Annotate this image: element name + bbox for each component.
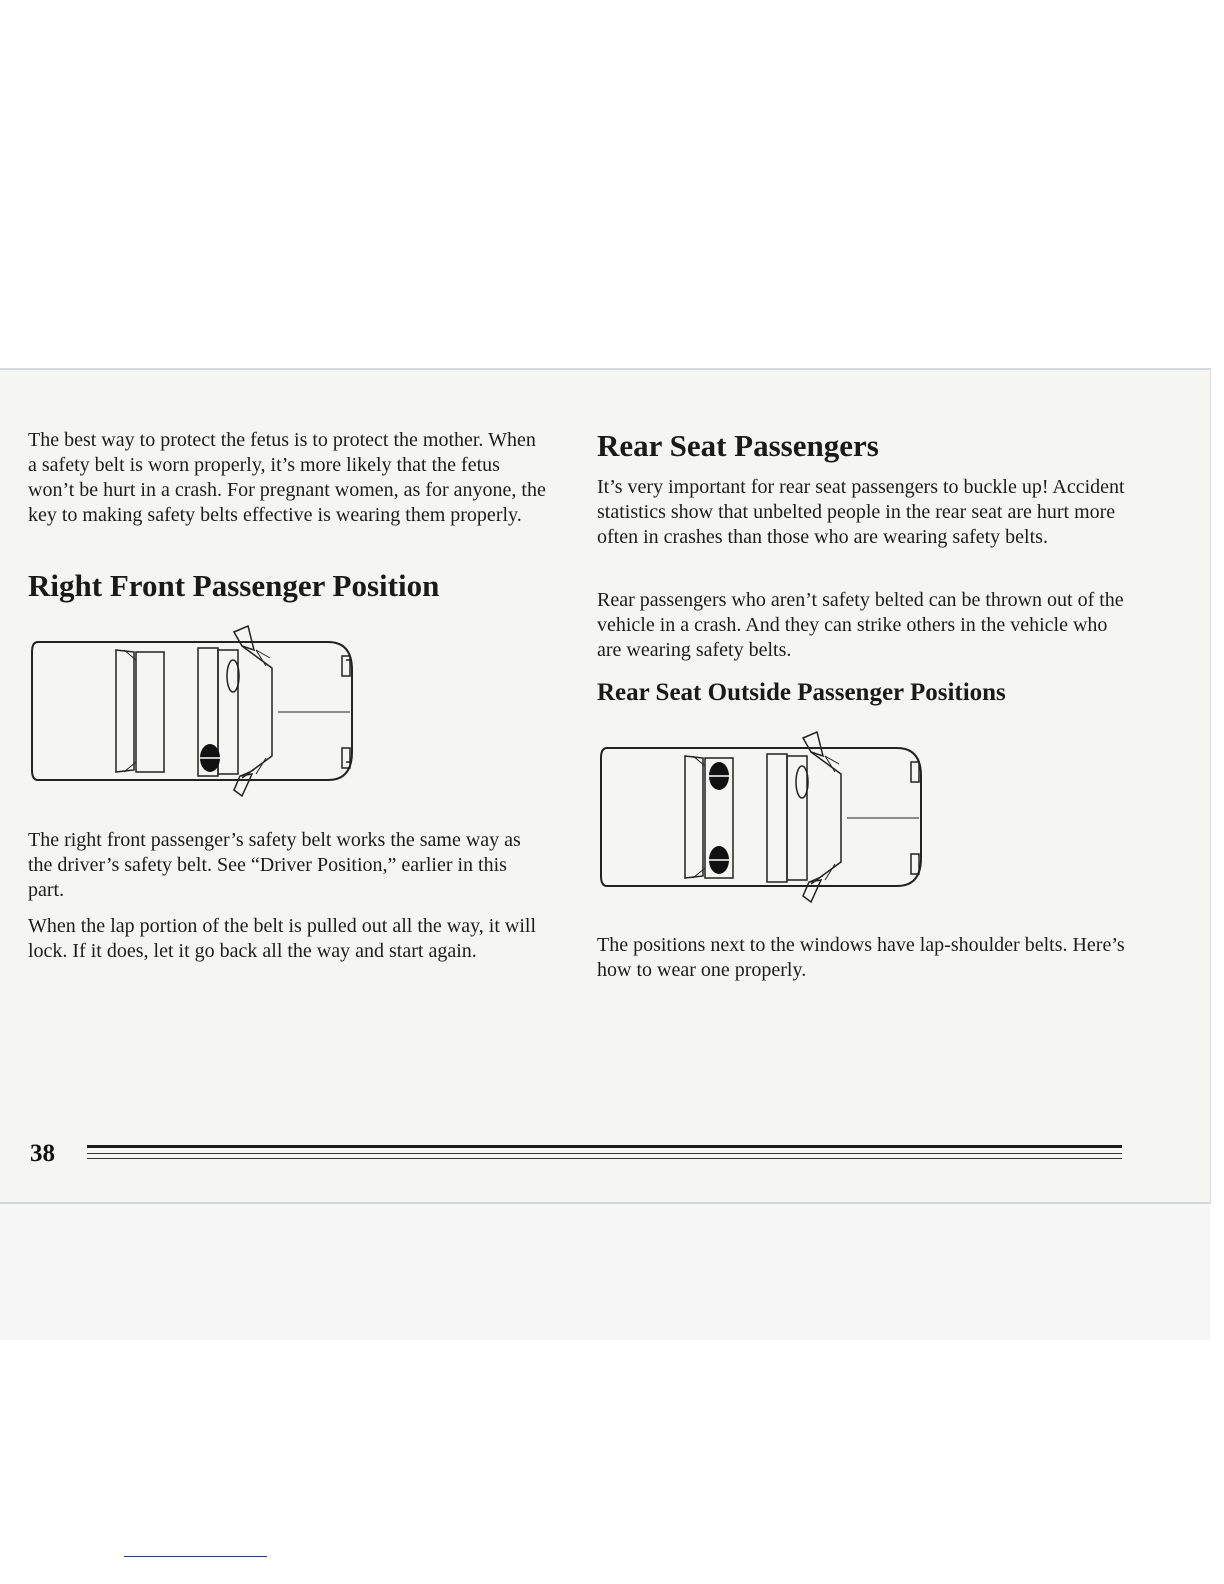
footer-rule-thin-2 [87,1158,1122,1159]
manual-page [0,368,1211,1204]
heading-right-front-passenger: Right Front Passenger Position [28,568,440,603]
lower-band [0,1204,1210,1340]
paragraph-lap-portion-lock: When the lap portion of the belt is pulled out all the way, it will lock. If it does, let it go back all the way and start again. [28,915,537,962]
paragraph-rear-buckle-up: It’s very important for rear seat passengers to buckle up! Accident statistics show that unbelted people in the rear seat are hurt more often in crashes than those who are wearing safety belts. [597,476,1125,548]
footer-rule-thin-1 [87,1153,1122,1154]
car-diagram-rear-outside-passengers [597,726,937,906]
page-number: 38 [30,1140,55,1167]
intro-paragraph: The best way to protect the fetus is to protect the mother. When a safety belt is worn properly, it’s more likely that the fetus won’t be hurt in a crash. For pregnant women, as for anyone, the key to making safety belts effective is wearing them properly. [28,429,546,526]
heading-rear-outside-positions: Rear Seat Outside Passenger Positions [597,679,1006,706]
paragraph-lap-shoulder-belts: The positions next to the windows have lap-shoulder belts. Here’s how to wear one properly. [597,934,1125,981]
paragraph-belt-works-same: The right front passenger’s safety belt works the same way as the driver’s safety belt. See “Driver Position,” earlier in this part. [28,829,521,901]
heading-rear-seat-passengers: Rear Seat Passengers [597,428,879,463]
paragraph-rear-thrown-out: Rear passengers who aren’t safety belted can be thrown out of the vehicle in a crash. And they can strike others in the vehicle who are wearing safety belts. [597,589,1124,661]
car-diagram-front-passenger [28,620,368,800]
footer-rule-thick [87,1145,1122,1148]
bottom-link-rule [124,1556,267,1557]
